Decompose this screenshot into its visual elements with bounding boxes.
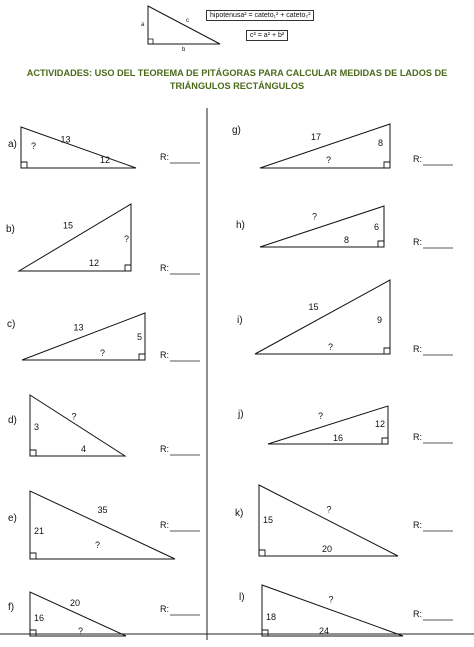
side-label-hypotenuse-i: 15 xyxy=(308,302,319,312)
triangle-l xyxy=(262,585,403,636)
right-angle-mark-f xyxy=(30,630,36,636)
problem-letter-c: c) xyxy=(7,319,16,330)
side-label-vertical-i: 9 xyxy=(377,315,383,325)
page-title-line-2: TRIÁNGULOS RECTÁNGULOS xyxy=(169,81,305,91)
side-label-vertical-f: 16 xyxy=(34,613,45,623)
right-angle-mark-g xyxy=(384,162,390,168)
problem-letter-a: a) xyxy=(8,139,17,150)
side-label-horizontal-k: 20 xyxy=(322,544,333,554)
triangle-i xyxy=(255,280,390,354)
problem-letter-d: d) xyxy=(8,415,17,426)
triangle-e xyxy=(30,491,175,559)
side-label-horizontal-g: ? xyxy=(326,155,332,165)
side-label-vertical-d: 3 xyxy=(34,422,40,432)
problem-letter-j: j) xyxy=(238,409,244,420)
triangle-c xyxy=(22,313,145,360)
side-label-vertical-g: 8 xyxy=(378,138,384,148)
side-label-vertical-c: 5 xyxy=(137,332,143,342)
side-label-horizontal-c: ? xyxy=(100,348,106,358)
triangle-b xyxy=(19,204,131,271)
side-label-horizontal-a: 12 xyxy=(100,155,111,165)
side-label-vertical-h: 6 xyxy=(374,222,380,232)
side-label-horizontal-l: 24 xyxy=(319,626,330,636)
side-label-vertical-e: 21 xyxy=(34,526,45,536)
right-angle-mark-i xyxy=(384,348,390,354)
problem-letter-g: g) xyxy=(232,125,241,136)
side-label-vertical-b: ? xyxy=(124,234,130,244)
answer-label-i: R: xyxy=(413,344,422,354)
problem-letter-k: k) xyxy=(235,508,244,519)
side-label-vertical-a: ? xyxy=(31,141,37,151)
answer-label-k: R: xyxy=(413,520,422,530)
reference-label-b: b xyxy=(182,47,186,52)
side-label-hypotenuse-g: 17 xyxy=(311,132,322,142)
triangle-d xyxy=(30,395,125,456)
answer-label-d: R: xyxy=(160,444,169,454)
side-label-vertical-k: 15 xyxy=(263,515,274,525)
right-angle-mark-c xyxy=(139,354,145,360)
right-angle-mark-a xyxy=(21,162,27,168)
side-label-hypotenuse-f: 20 xyxy=(70,598,81,608)
answer-label-e: R: xyxy=(160,520,169,530)
page-title-line-1: ACTIVIDADES: USO DEL TEOREMA DE PITÁGORAS PARA CALCULAR MEDIDAS DE LADOS DE xyxy=(26,68,448,78)
triangle-g xyxy=(260,124,390,168)
side-label-vertical-j: 12 xyxy=(375,419,386,429)
answer-label-g: R: xyxy=(413,154,422,164)
right-angle-mark-j xyxy=(382,438,388,444)
problem-letter-i: i) xyxy=(237,315,243,326)
side-label-horizontal-h: 8 xyxy=(344,235,350,245)
triangle-h xyxy=(260,206,384,247)
side-label-hypotenuse-j: ? xyxy=(318,411,324,421)
side-label-horizontal-d: 4 xyxy=(81,444,87,454)
answer-label-a: R: xyxy=(160,152,169,162)
problem-letter-e: e) xyxy=(8,513,17,524)
side-label-horizontal-f: ? xyxy=(78,626,84,636)
problem-letter-l: l) xyxy=(239,592,245,603)
answer-label-h: R: xyxy=(413,237,422,247)
side-label-hypotenuse-c: 13 xyxy=(73,322,84,333)
problem-letter-f: f) xyxy=(8,602,15,613)
right-angle-mark-h xyxy=(378,241,384,247)
right-angle-mark-b xyxy=(125,265,131,271)
answer-label-c: R: xyxy=(160,350,169,360)
side-label-hypotenuse-e: 35 xyxy=(97,505,108,515)
formula-pythagoras-symbols: c² = a² + b² xyxy=(246,30,288,41)
side-label-horizontal-j: 16 xyxy=(333,433,344,443)
side-label-horizontal-e: ? xyxy=(95,540,101,550)
right-angle-mark-l xyxy=(262,630,268,636)
right-angle-mark-d xyxy=(30,450,36,456)
side-label-hypotenuse-k: ? xyxy=(326,504,332,515)
reference-label-a: a xyxy=(141,22,145,28)
answer-label-j: R: xyxy=(413,432,422,442)
triangle-j xyxy=(268,406,388,444)
right-angle-mark-k xyxy=(259,550,265,556)
triangle-a xyxy=(21,127,136,168)
problem-letter-b: b) xyxy=(6,224,15,235)
side-label-hypotenuse-a: 13 xyxy=(60,134,71,145)
formula-pythagoras-words: hipotenusa² = cateto₁² + cateto₂² xyxy=(206,10,314,21)
answer-label-f: R: xyxy=(160,604,169,614)
side-label-hypotenuse-l: ? xyxy=(328,594,334,605)
reference-label-c: c xyxy=(186,18,189,24)
answer-label-b: R: xyxy=(160,263,169,273)
side-label-horizontal-b: 12 xyxy=(89,258,100,268)
problem-letter-h: h) xyxy=(236,220,245,231)
side-label-hypotenuse-b: 15 xyxy=(63,220,74,231)
answer-label-l: R: xyxy=(413,609,422,619)
side-label-hypotenuse-h: ? xyxy=(312,211,318,222)
side-label-vertical-l: 18 xyxy=(266,612,277,622)
right-angle-mark-e xyxy=(30,553,36,559)
side-label-horizontal-i: ? xyxy=(328,342,334,352)
side-label-hypotenuse-d: ? xyxy=(71,411,77,422)
